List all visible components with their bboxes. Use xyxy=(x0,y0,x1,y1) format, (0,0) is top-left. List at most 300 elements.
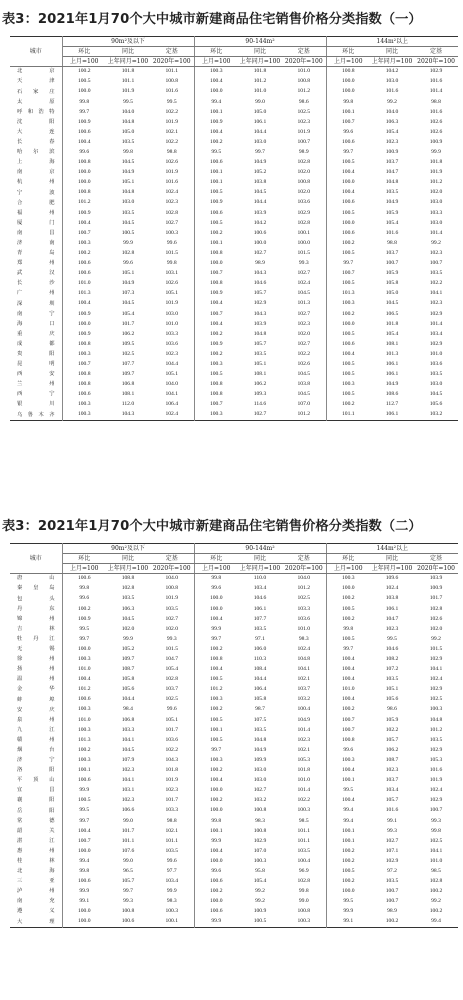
index-value-cell: 100.5 xyxy=(341,360,355,367)
city-cell: 济南 xyxy=(10,239,62,249)
index-value-cell: 103.5 xyxy=(150,847,194,857)
index-value-cell: 99.5 xyxy=(79,807,90,814)
index-value-cell: 105.1 xyxy=(150,370,194,380)
index-value-cell: 100.3 xyxy=(77,401,91,408)
index-value-cell: 98.5 xyxy=(431,867,441,874)
index-value-cell: 100.3 xyxy=(77,350,91,357)
index-value-cell: 103.0 xyxy=(385,78,399,85)
index-value-cell: 105.7 xyxy=(385,797,399,804)
index-value-cell: 100.4 xyxy=(209,615,223,622)
index-value-cell: 102.8 xyxy=(150,675,194,685)
index-value-cell: 100.2 xyxy=(209,350,223,357)
index-value-cell: 102.3 xyxy=(385,625,399,632)
index-value-cell: 99.2 xyxy=(255,898,265,905)
index-value-cell: 99.2 xyxy=(431,239,441,246)
index-value-cell: 100.7 xyxy=(429,807,443,814)
city-cell: 无锡 xyxy=(10,645,62,655)
city-cell: 九江 xyxy=(10,725,62,735)
index-value-cell: 105.7 xyxy=(253,340,267,347)
index-value-cell: 101.6 xyxy=(385,88,399,95)
index-value-cell: 101.8 xyxy=(282,766,326,776)
index-value-cell: 100.8 xyxy=(77,189,91,196)
sub-header-base: 定基 xyxy=(150,554,194,564)
index-value-cell: 100.0 xyxy=(341,585,355,592)
index-value-cell: 101.1 xyxy=(282,836,326,846)
index-value-cell: 99.7 xyxy=(79,635,90,642)
index-value-cell: 99.7 xyxy=(255,149,265,155)
index-value-cell: 106.1 xyxy=(385,360,399,367)
index-value-cell: 100.5 xyxy=(341,605,355,612)
index-value-cell: 100.8 xyxy=(282,178,326,188)
city-cell: 南京 xyxy=(10,168,62,178)
index-value-cell: 103.7 xyxy=(150,685,194,695)
index-value-cell: 98.4 xyxy=(123,706,133,713)
index-value-cell: 105.0 xyxy=(253,108,267,115)
index-value-cell: 100.4 xyxy=(209,777,223,784)
table-row xyxy=(10,97,458,107)
index-value-cell: 104.0 xyxy=(150,380,194,390)
index-value-cell: 101.5 xyxy=(150,249,194,259)
table-row xyxy=(10,138,458,148)
index-value-cell: 100.9 xyxy=(77,209,91,216)
index-value-cell: 102.2 xyxy=(150,138,194,148)
index-value-cell: 99.9 xyxy=(343,908,354,915)
sub-header-yoy: 同比 xyxy=(370,47,414,57)
index-value-cell: 100.4 xyxy=(341,696,355,703)
index-value-cell: 99.7 xyxy=(123,888,133,895)
index-value-cell: 103.0 xyxy=(429,219,443,226)
sub-header-mom: 环比 xyxy=(194,554,238,564)
index-value-cell: 103.7 xyxy=(385,159,399,166)
index-value-cell: 105.6 xyxy=(121,686,135,693)
city-cell: 重庆 xyxy=(10,329,62,339)
city-cell: 海口 xyxy=(10,319,62,329)
index-value-cell: 107.7 xyxy=(121,360,135,367)
city-cell: 长春 xyxy=(10,138,62,148)
index-value-cell: 101.9 xyxy=(121,88,135,95)
index-value-cell: 101.5 xyxy=(429,645,443,652)
index-value-cell: 103.6 xyxy=(150,736,194,746)
index-value-cell: 103.9 xyxy=(253,320,267,327)
index-value-cell: 108.1 xyxy=(385,340,399,347)
index-value-cell: 105.9 xyxy=(385,716,399,723)
index-value-cell: 100.5 xyxy=(77,78,91,85)
index-value-cell: 100.8 xyxy=(341,736,355,743)
index-value-cell: 100.0 xyxy=(209,88,223,95)
table-row xyxy=(10,269,458,279)
index-value-cell: 101.0 xyxy=(282,67,326,78)
index-value-cell: 100.7 xyxy=(341,270,355,277)
table-row xyxy=(10,198,458,208)
table-row xyxy=(10,695,458,705)
index-value-cell: 102.8 xyxy=(282,877,326,887)
index-value-cell: 114.6 xyxy=(253,401,267,408)
index-value-cell: 101.0 xyxy=(429,350,443,357)
index-value-cell: 99.8 xyxy=(431,827,441,834)
index-value-cell: 99.8 xyxy=(150,259,194,269)
index-value-cell: 107.0 xyxy=(282,400,326,410)
table-row xyxy=(10,178,458,188)
city-cell: 襄阳 xyxy=(10,796,62,806)
index-value-cell: 100.4 xyxy=(341,767,355,774)
index-value-cell: 103.5 xyxy=(253,625,267,632)
table-row xyxy=(10,259,458,269)
index-value-cell: 100.2 xyxy=(341,847,355,854)
city-cell: 深圳 xyxy=(10,299,62,309)
index-value-cell: 100.9 xyxy=(253,908,267,915)
index-value-cell: 103.4 xyxy=(253,585,267,592)
city-cell: 锦州 xyxy=(10,614,62,624)
index-value-cell: 105.1 xyxy=(121,270,135,277)
index-value-cell: 99.3 xyxy=(150,635,194,645)
index-value-cell: 100.4 xyxy=(282,705,326,715)
index-value-cell: 100.1 xyxy=(209,179,223,186)
index-value-cell: 100.9 xyxy=(77,615,91,622)
index-value-cell: 100.6 xyxy=(121,918,135,925)
index-value-cell: 99.4 xyxy=(211,98,222,105)
index-value-cell: 100.3 xyxy=(209,696,223,703)
index-value-cell: 101.8 xyxy=(121,68,135,75)
index-value-cell: 103.0 xyxy=(253,767,267,774)
index-value-cell: 100.2 xyxy=(341,239,355,246)
index-value-cell: 100.9 xyxy=(77,330,91,337)
index-value-cell: 100.0 xyxy=(253,239,267,246)
index-value-cell: 100.1 xyxy=(209,169,223,176)
index-value-cell: 101.0 xyxy=(150,319,194,329)
index-value-cell: 101.4 xyxy=(429,88,443,95)
index-value-cell: 99.8 xyxy=(211,817,222,824)
index-value-cell: 102.2 xyxy=(385,726,399,733)
index-value-cell: 99.2 xyxy=(387,98,397,105)
index-value-cell: 109.3 xyxy=(253,391,267,398)
sub-header-mom: 环比 xyxy=(62,554,106,564)
index-value-cell: 104.6 xyxy=(385,645,399,652)
index-value-cell: 100.3 xyxy=(150,229,194,239)
index-value-cell: 108.7 xyxy=(385,756,399,763)
index-value-cell: 99.3 xyxy=(282,259,326,269)
index-value-cell: 102.8 xyxy=(282,158,326,168)
index-value-cell: 102.3 xyxy=(121,797,135,804)
index-value-cell: 102.9 xyxy=(282,208,326,218)
index-value-cell: 100.1 xyxy=(341,827,355,834)
index-value-cell: 104.8 xyxy=(121,189,135,196)
index-value-cell: 100.4 xyxy=(341,676,355,683)
city-cell: 厦门 xyxy=(10,218,62,228)
table-body-1 xyxy=(10,67,458,421)
index-value-cell: 104.1 xyxy=(121,777,135,784)
index-value-cell: 102.3 xyxy=(150,198,194,208)
index-value-cell: 100.4 xyxy=(77,676,91,683)
index-value-cell: 99.9 xyxy=(211,625,222,632)
index-value-cell: 105.9 xyxy=(385,270,399,277)
index-value-cell: 104.8 xyxy=(253,330,267,337)
index-value-cell: 102.4 xyxy=(150,188,194,198)
index-value-cell: 102.8 xyxy=(121,585,135,592)
index-value-cell: 100.2 xyxy=(341,706,355,713)
city-cell: 上海 xyxy=(10,158,62,168)
index-value-cell: 103.6 xyxy=(282,198,326,208)
index-value-cell: 100.2 xyxy=(429,908,443,915)
index-value-cell: 105.3 xyxy=(282,756,326,766)
city-cell: 泸州 xyxy=(10,887,62,897)
sub-header-base: 定基 xyxy=(414,47,458,57)
index-value-cell: 103.2 xyxy=(253,797,267,804)
index-value-cell: 101.5 xyxy=(282,249,326,259)
index-value-cell: 100.4 xyxy=(77,138,91,145)
city-cell: 武汉 xyxy=(10,269,62,279)
city-cell: 石家庄 xyxy=(10,87,62,97)
sub-label-mom: 上月=100 xyxy=(194,564,238,574)
index-value-cell: 104.5 xyxy=(282,370,326,380)
sub-label-mom: 上月=100 xyxy=(62,564,106,574)
index-value-cell: 98.3 xyxy=(150,897,194,907)
index-value-cell: 102.9 xyxy=(429,797,443,804)
table-row xyxy=(10,836,458,846)
index-value-cell: 100.3 xyxy=(209,411,223,418)
index-value-cell: 100.2 xyxy=(341,401,355,408)
index-value-cell: 100.8 xyxy=(209,391,223,398)
table-row xyxy=(10,594,458,604)
index-value-cell: 107.3 xyxy=(121,290,135,297)
index-value-cell: 100.6 xyxy=(209,878,223,885)
index-value-cell: 101.2 xyxy=(253,78,267,85)
index-value-cell: 102.4 xyxy=(282,645,326,655)
index-value-cell: 106.3 xyxy=(121,605,135,612)
index-value-cell: 106.1 xyxy=(385,371,399,378)
index-value-cell: 99.0 xyxy=(123,857,133,864)
index-value-cell: 104.8 xyxy=(429,716,443,723)
index-value-cell: 100.0 xyxy=(77,169,91,176)
index-value-cell: 106.0 xyxy=(253,645,267,652)
index-value-cell: 100.2 xyxy=(209,138,223,145)
table-row xyxy=(10,584,458,594)
city-cell: 天津 xyxy=(10,77,62,87)
table-row xyxy=(10,87,458,97)
index-value-cell: 100.3 xyxy=(77,756,91,763)
index-value-cell: 106.5 xyxy=(385,310,399,317)
index-value-cell: 101.7 xyxy=(121,827,135,834)
index-value-cell: 102.3 xyxy=(282,319,326,329)
index-value-cell: 100.8 xyxy=(121,908,135,915)
index-value-cell: 103.1 xyxy=(121,787,135,794)
sub-header-base: 定基 xyxy=(150,47,194,57)
index-value-cell: 102.1 xyxy=(150,826,194,836)
city-cell: 洛阳 xyxy=(10,766,62,776)
index-value-cell: 101.6 xyxy=(429,767,443,774)
index-value-cell: 100.2 xyxy=(77,746,91,753)
index-value-cell: 102.6 xyxy=(150,279,194,289)
index-value-cell: 101.2 xyxy=(77,199,91,206)
index-value-cell: 99.5 xyxy=(79,625,90,632)
index-value-cell: 104.4 xyxy=(253,676,267,683)
index-value-cell: 104.2 xyxy=(253,219,267,226)
sub-header-yoy: 同比 xyxy=(106,554,150,564)
index-value-cell: 99.3 xyxy=(387,827,397,834)
index-value-cell: 100.8 xyxy=(209,656,223,662)
table-row xyxy=(10,887,458,897)
city-cell: 南充 xyxy=(10,897,62,907)
table-row xyxy=(10,128,458,138)
group-header-medium: 90-144m² xyxy=(194,544,326,554)
city-cell: 泉州 xyxy=(10,715,62,725)
index-value-cell: 103.8 xyxy=(253,179,267,186)
city-cell: 温州 xyxy=(10,675,62,685)
table-row xyxy=(10,239,458,249)
index-value-cell: 103.7 xyxy=(385,777,399,784)
index-value-cell: 101.1 xyxy=(121,837,135,844)
index-value-cell: 104.9 xyxy=(121,169,135,176)
index-value-cell: 100.8 xyxy=(282,907,326,917)
index-value-cell: 101.2 xyxy=(77,686,91,693)
index-value-cell: 100.3 xyxy=(341,300,355,307)
city-cell: 成都 xyxy=(10,340,62,350)
index-value-cell: 103.3 xyxy=(429,209,443,216)
table-body-2 xyxy=(10,574,458,928)
index-value-cell: 97.7 xyxy=(150,867,194,877)
index-value-cell: 100.2 xyxy=(209,767,223,774)
index-value-cell: 101.6 xyxy=(429,78,443,85)
index-value-cell: 100.1 xyxy=(341,108,355,115)
index-value-cell: 100.7 xyxy=(385,260,399,267)
index-value-cell: 101.3 xyxy=(385,350,399,357)
index-value-cell: 104.4 xyxy=(253,128,267,135)
index-value-cell: 104.8 xyxy=(385,179,399,186)
index-value-cell: 100.3 xyxy=(253,857,267,864)
index-value-cell: 102.2 xyxy=(150,746,194,756)
table-row xyxy=(10,208,458,218)
table-row xyxy=(10,816,458,826)
index-value-cell: 100.4 xyxy=(341,169,355,176)
index-value-cell: 103.3 xyxy=(150,329,194,339)
index-value-cell: 100.5 xyxy=(341,330,355,337)
city-cell: 三亚 xyxy=(10,877,62,887)
index-value-cell: 102.6 xyxy=(429,118,443,125)
index-value-cell: 109.9 xyxy=(253,756,267,763)
index-value-cell: 108.8 xyxy=(121,575,135,582)
index-value-cell: 98.8 xyxy=(150,816,194,826)
index-value-cell: 102.2 xyxy=(282,350,326,360)
sub-label-mom: 上月=100 xyxy=(194,57,238,67)
city-cell: 济宁 xyxy=(10,756,62,766)
index-value-cell: 102.7 xyxy=(253,411,267,418)
index-value-cell: 101.4 xyxy=(282,725,326,735)
index-value-cell: 105.2 xyxy=(253,169,267,176)
table-title-2: 表3：2021年1月70个大中城市新建商品住宅销售价格分类指数（二） xyxy=(2,519,422,534)
index-value-cell: 101.6 xyxy=(150,178,194,188)
sub-label-mom: 上月=100 xyxy=(62,57,106,67)
index-value-cell: 105.8 xyxy=(253,696,267,703)
city-cell: 昆明 xyxy=(10,360,62,370)
index-value-cell: 105.4 xyxy=(385,128,399,135)
index-value-cell: 103.0 xyxy=(121,199,135,206)
index-value-cell: 100.9 xyxy=(209,290,223,297)
index-value-cell: 100.7 xyxy=(385,898,399,905)
index-value-cell: 101.4 xyxy=(429,320,443,327)
table-row xyxy=(10,897,458,907)
sub-label-yoy: 上年同月=100 xyxy=(239,564,281,572)
index-value-cell: 101.2 xyxy=(282,87,326,97)
index-value-cell: 104.4 xyxy=(253,199,267,206)
index-value-cell: 102.6 xyxy=(282,360,326,370)
index-value-cell: 105.7 xyxy=(253,290,267,297)
table-row xyxy=(10,410,458,421)
index-value-cell: 102.3 xyxy=(429,249,443,256)
index-value-cell: 100.5 xyxy=(341,209,355,216)
index-value-cell: 100.9 xyxy=(77,118,91,125)
index-value-cell: 104.5 xyxy=(282,289,326,299)
index-value-cell: 105.4 xyxy=(385,330,399,337)
index-value-cell: 100.9 xyxy=(209,340,223,347)
index-value-cell: 96.5 xyxy=(123,867,133,874)
index-value-cell: 99.5 xyxy=(211,149,222,155)
index-value-cell: 99.8 xyxy=(211,575,222,582)
index-value-cell: 104.9 xyxy=(385,199,399,206)
city-cell: 广州 xyxy=(10,289,62,299)
index-value-cell: 101.0 xyxy=(429,857,443,864)
index-value-cell: 100.4 xyxy=(209,666,223,673)
index-value-cell: 105.1 xyxy=(121,179,135,186)
index-value-cell: 100.4 xyxy=(282,857,326,867)
index-value-cell: 99.5 xyxy=(387,635,397,642)
city-cell: 常德 xyxy=(10,816,62,826)
index-value-cell: 99.6 xyxy=(150,239,194,249)
city-cell: 湛江 xyxy=(10,836,62,846)
index-value-cell: 104.3 xyxy=(253,310,267,317)
index-value-cell: 99.8 xyxy=(343,98,354,105)
index-value-cell: 99.0 xyxy=(282,897,326,907)
index-value-cell: 99.2 xyxy=(431,898,441,905)
index-value-cell: 103.0 xyxy=(253,777,267,784)
index-value-cell: 107.5 xyxy=(253,716,267,723)
table-row xyxy=(10,907,458,917)
index-value-cell: 100.3 xyxy=(341,575,355,582)
sub-label-base: 2020年=100 xyxy=(282,57,326,67)
index-value-cell: 100.0 xyxy=(341,88,355,95)
sub-header-mom: 环比 xyxy=(62,47,106,57)
table-row xyxy=(10,635,458,645)
index-value-cell: 100.4 xyxy=(77,827,91,834)
index-value-cell: 102.4 xyxy=(282,279,326,289)
city-cell: 长沙 xyxy=(10,279,62,289)
index-value-cell: 101.8 xyxy=(429,159,443,166)
index-value-cell: 106.2 xyxy=(121,330,135,337)
index-value-cell: 104.9 xyxy=(121,280,135,287)
index-value-cell: 100.1 xyxy=(209,108,223,115)
index-value-cell: 99.6 xyxy=(211,867,222,874)
index-value-cell: 103.6 xyxy=(150,340,194,350)
index-value-cell: 100.7 xyxy=(209,270,223,277)
table-row xyxy=(10,685,458,695)
index-value-cell: 100.2 xyxy=(385,918,399,925)
city-cell: 惠州 xyxy=(10,847,62,857)
index-value-cell: 102.7 xyxy=(282,340,326,350)
index-value-cell: 102.5 xyxy=(150,695,194,705)
index-value-cell: 103.6 xyxy=(429,360,443,367)
sub-label-yoy: 上年同月=100 xyxy=(107,57,149,65)
price-index-table-1 xyxy=(10,36,458,421)
city-cell: 南宁 xyxy=(10,309,62,319)
index-value-cell: 100.6 xyxy=(209,209,223,216)
index-value-cell: 105.1 xyxy=(385,686,399,693)
sub-label-yoy: 上年同月=100 xyxy=(107,564,149,572)
index-value-cell: 98.8 xyxy=(431,98,441,105)
index-value-cell: 103.7 xyxy=(385,249,399,256)
index-value-cell: 99.9 xyxy=(431,149,441,155)
index-value-cell: 100.0 xyxy=(77,918,91,925)
index-value-cell: 100.1 xyxy=(209,827,223,834)
index-value-cell: 100.8 xyxy=(150,584,194,594)
index-value-cell: 100.2 xyxy=(77,68,91,75)
